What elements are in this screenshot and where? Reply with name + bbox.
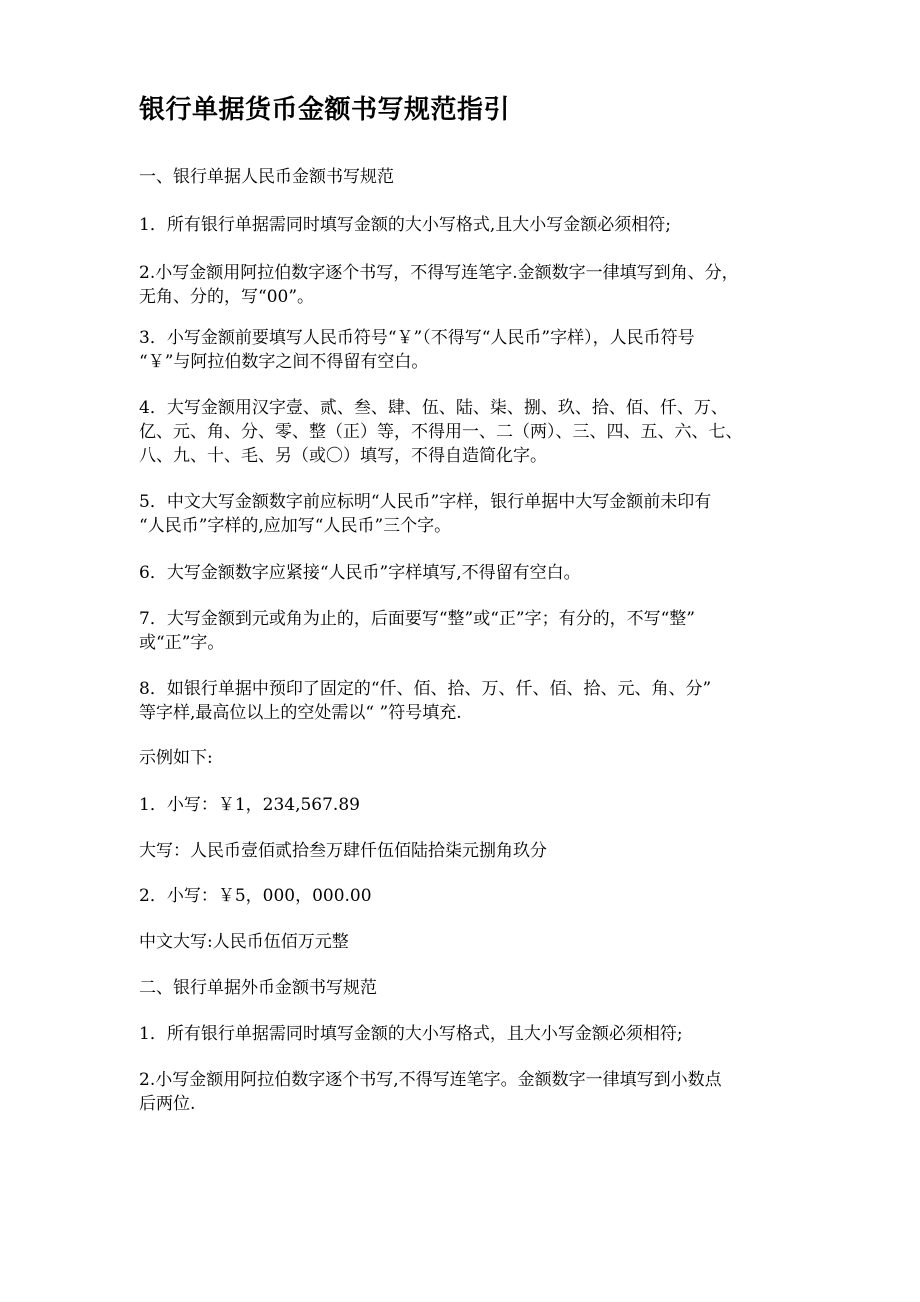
text-line: 或“正”字。	[139, 633, 225, 653]
rmb-rule-3	[139, 326, 799, 374]
text-line: 无角、分的，写“00”。	[139, 287, 315, 307]
text-line: 6．大写金额数字应紧接“人民币”字样填写,不得留有空白。	[139, 563, 581, 583]
text-line: 4．大写金额用汉字壹、贰、叁、肆、伍、陆、柒、捌、玖、拾、佰、仟、万、	[139, 398, 728, 418]
text-line: 后两位.	[139, 1094, 196, 1114]
text-line: 大写：人民币壹佰贰拾叁万肆仟伍佰陆拾柒元捌角玖分	[139, 841, 547, 861]
text-line: 2.小写金额用阿拉伯数字逐个书写，不得写连笔字.金额数字一律填写到角、分，	[139, 263, 739, 283]
text-line: 一、银行单据人民币金额书写规范	[139, 167, 394, 187]
text-line: 2.小写金额用阿拉伯数字逐个书写,不得写连笔字。金额数字一律填写到小数点	[139, 1070, 722, 1090]
example-1-numeric	[139, 793, 799, 817]
text-line: “人民币”字样的,应加写“人民币”三个字。	[139, 516, 452, 536]
text-line: 5．中文大写金额数字前应标明“人民币”字样，银行单据中大写金额前未印有	[139, 492, 712, 512]
text-line: 1．小写：￥1，234,567.89	[139, 795, 360, 815]
example-2-numeric	[139, 884, 799, 908]
rmb-rule-4	[139, 396, 799, 468]
text-line: 2．小写：￥5，000，000.00	[139, 886, 372, 906]
section-heading-foreign	[139, 976, 799, 1000]
text-line: 7．大写金额到元或角为止的，后面要写“整”或“正”字；有分的，不写“整”	[139, 609, 695, 629]
text-line: 8．如银行单据中预印了固定的“仟、佰、拾、万、仟、佰、拾、元、角、分”	[139, 679, 712, 699]
text-line: 等字样,最高位以上的空处需以“ ”符号填充.	[139, 703, 462, 723]
text-line: 3．小写金额前要填写人民币符号“￥”（不得写“人民币”字样），人民币符号	[139, 328, 695, 348]
example-1-chinese	[139, 839, 799, 863]
example-2-chinese	[139, 930, 799, 954]
document-title: 银行单据货币金额书写规范指引	[139, 95, 511, 125]
example-intro	[139, 746, 799, 770]
rmb-rule-1	[139, 213, 799, 237]
text-line: 八、九、十、毛、另（或〇）填写，不得自造简化字。	[139, 446, 547, 466]
text-line: 1．所有银行单据需同时填写金额的大小写格式，且大小写金额必须相符;	[139, 1024, 683, 1044]
text-line: 1．所有银行单据需同时填写金额的大小写格式,且大小写金额必须相符;	[139, 215, 671, 235]
rmb-rule-5	[139, 490, 799, 538]
foreign-rule-2	[139, 1068, 799, 1116]
rmb-rule-6	[139, 561, 799, 585]
text-line: 中文大写:人民币伍佰万元整	[139, 932, 349, 952]
text-line: “￥”与阿拉伯数字之间不得留有空白。	[139, 352, 429, 372]
text-line: 亿、元、角、分、零、整（正）等，不得用一、二（两）、三、四、五、六、七、	[139, 422, 743, 442]
text-line: 示例如下:	[139, 748, 213, 768]
rmb-rule-7	[139, 607, 799, 655]
foreign-rule-1	[139, 1022, 799, 1046]
rmb-rule-8	[139, 677, 799, 725]
text-line: 二、银行单据外币金额书写规范	[139, 978, 377, 998]
rmb-rule-2	[139, 261, 799, 309]
section-heading-rmb	[139, 165, 799, 189]
